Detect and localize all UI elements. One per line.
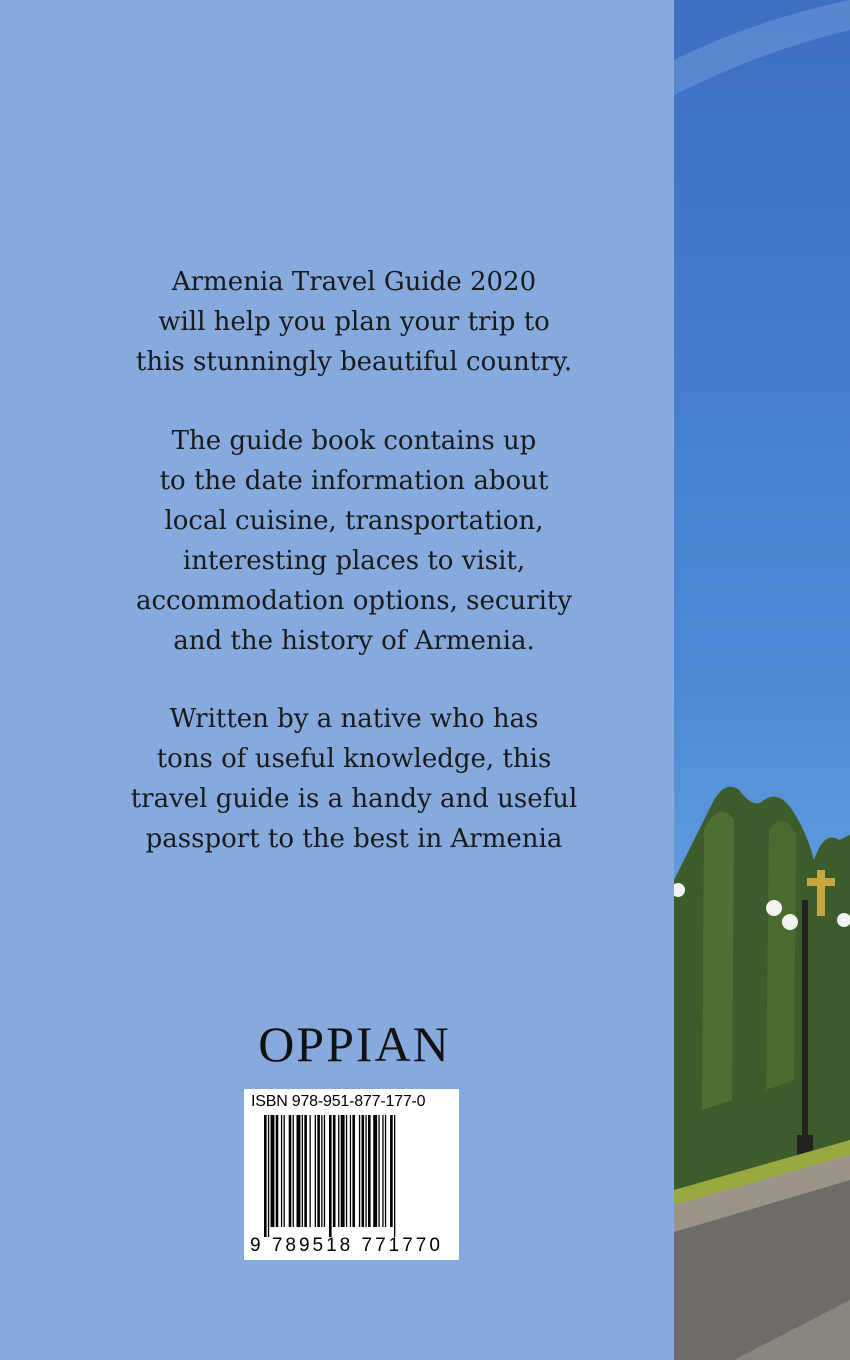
blurb-line: travel guide is a handy and useful: [130, 784, 578, 814]
barcode-bar: [315, 1115, 316, 1227]
publisher-logo: OPPIAN: [258, 1016, 451, 1072]
lamp-globe: [782, 914, 798, 930]
barcode-bar: [350, 1115, 351, 1227]
blurb-line: will help you plan your trip to: [158, 307, 550, 337]
barcode-bar: [382, 1115, 383, 1227]
photo-trees-highlight: [766, 821, 796, 1090]
barcode-bar: [284, 1115, 285, 1227]
barcode-bar: [281, 1115, 282, 1227]
barcode-bar: [289, 1115, 292, 1227]
barcode-bar: [304, 1115, 307, 1227]
barcode-bar: [317, 1115, 320, 1227]
isbn-barcode: [244, 1089, 459, 1260]
barcode-bar: [390, 1115, 393, 1227]
barcode-bar: [394, 1115, 395, 1237]
blurb-line: and the history of Armenia.: [173, 626, 535, 656]
barcode-bar: [321, 1115, 322, 1227]
barcode-bar: [297, 1115, 301, 1227]
barcode-bar: [310, 1115, 311, 1227]
blurb-line: The guide book contains up: [171, 426, 537, 456]
photo-trees: [674, 787, 850, 1190]
barcode-bar: [338, 1115, 339, 1227]
photo-trees-highlight: [702, 812, 734, 1110]
blurb-paragraph-3: [0, 699, 708, 859]
barcode-bar: [329, 1115, 332, 1237]
barcode-bars: [264, 1115, 439, 1237]
cover-photo: [674, 0, 850, 1360]
barcode-bar: [373, 1115, 377, 1227]
barcode-bar: [385, 1115, 386, 1227]
blurb-line: interesting places to visit,: [182, 546, 526, 576]
barcode-bar: [362, 1115, 365, 1227]
barcode-bar: [302, 1115, 303, 1227]
barcode-bar: [346, 1115, 347, 1227]
blurb-line: passport to the best in Armenia: [145, 824, 563, 854]
blurb-paragraph-2: [0, 421, 708, 661]
blurb-line: tons of useful knowledge, this: [156, 744, 552, 774]
barcode-bar: [368, 1115, 371, 1227]
blurb-line: Written by a native who has: [169, 704, 539, 734]
barcode-bar: [268, 1115, 269, 1237]
blurb-line: accommodation options, security: [135, 586, 573, 616]
barcode-bar: [352, 1115, 355, 1227]
barcode-bar: [276, 1115, 279, 1227]
blurb-line: to the date information about: [159, 466, 549, 496]
blurb-paragraph-1: [0, 262, 708, 382]
barcode-bar: [333, 1115, 336, 1227]
blurb-line: Armenia Travel Guide 2020: [171, 267, 537, 297]
blurb-line: this stunningly beautiful country.: [135, 347, 573, 377]
barcode-bar: [378, 1115, 379, 1227]
isbn-label: ISBN 978-951-877-177-0: [251, 1093, 426, 1110]
barcode-digits: 9 789518 771770: [250, 1235, 443, 1256]
lamp-globe: [766, 900, 782, 916]
blurb-line: local cuisine, transportation,: [164, 506, 544, 536]
barcode-bar: [365, 1115, 366, 1227]
barcode-bar: [324, 1115, 325, 1227]
barcode-bar: [293, 1115, 294, 1227]
barcode-bar: [341, 1115, 345, 1227]
barcode-bar: [271, 1115, 275, 1227]
lamp-post: [802, 900, 808, 1150]
barcode-bar: [359, 1115, 360, 1227]
barcode-bar: [264, 1115, 267, 1237]
